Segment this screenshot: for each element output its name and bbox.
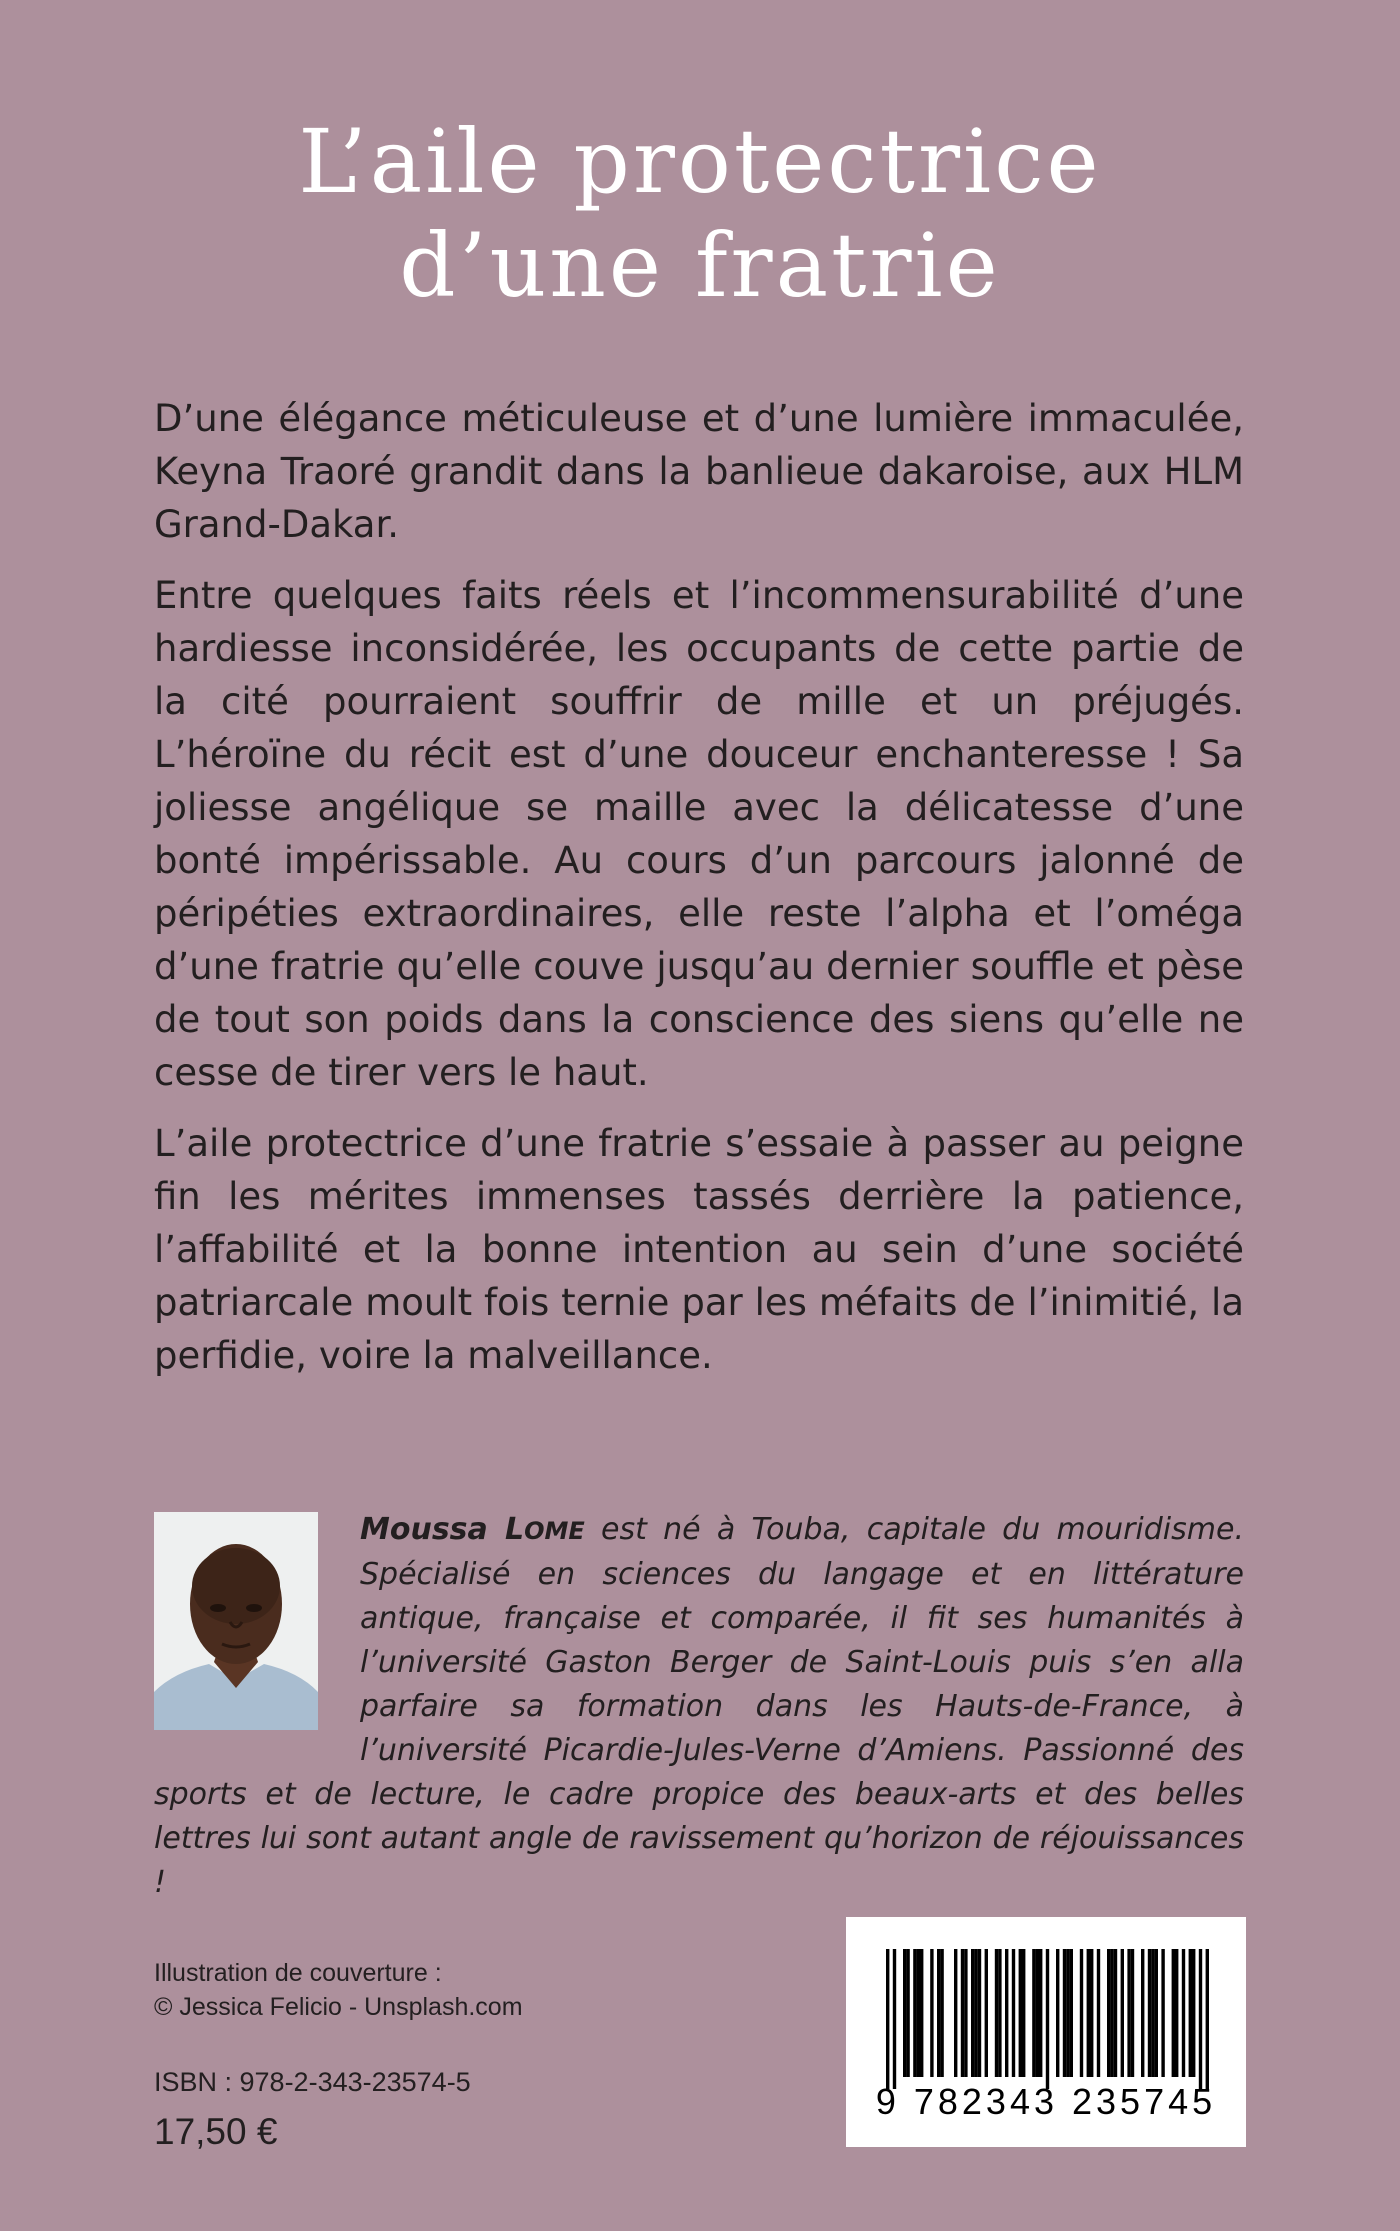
barcode-bar (917, 1949, 920, 2077)
barcode-bar (886, 1949, 889, 2089)
book-title (0, 110, 1400, 318)
barcode-bar (913, 1949, 916, 2077)
barcode-bar (1175, 1949, 1178, 2077)
barcode-bar (1080, 1949, 1083, 2077)
barcode-bar (1131, 1949, 1134, 2077)
barcode-bar (1148, 1949, 1151, 2077)
barcode-bar (1114, 1949, 1117, 2077)
blurb-paragraph-3: L’aile protectrice d’une fratrie s’essaie à passer au peigne fin les mérites immenses tassés derrière la patience, l’affabilité et la bonne intention au sein d’une société patriarcale moult fois ternie par les méfaits de l’inimitié, la perfidie, voire la malveillance. (154, 1122, 1244, 1377)
barcode-bar (964, 1949, 967, 2077)
barcode-bar (1199, 1949, 1202, 2089)
barcode-bar (971, 1949, 974, 2077)
book-title-line-2: d’une fratrie (399, 214, 1001, 317)
barcode-bar (995, 1949, 998, 2077)
barcode-bar (1172, 1949, 1175, 2077)
barcode-bar (1192, 1949, 1195, 2077)
barcode-bar (954, 1949, 957, 2077)
author-name (360, 1512, 585, 1547)
barcode-bar (1063, 1949, 1066, 2077)
barcode-digits: 9 782343 235745 (875, 2081, 1217, 2122)
cover-credit-value: © Jessica Felicio - Unsplash.com (154, 1993, 523, 2021)
barcode-bar (1056, 1949, 1059, 2077)
barcode-bar (1206, 1949, 1209, 2089)
barcode-bar (1022, 1949, 1025, 2077)
barcode-bar (1070, 1949, 1073, 2077)
barcode-bar (1090, 1949, 1093, 2077)
cover-credit-label: Illustration de couverture : (154, 1959, 442, 1987)
barcode-bar (1121, 1949, 1124, 2077)
author-bio (154, 1508, 1244, 1905)
author-last-name-rest: OME (524, 1517, 585, 1545)
barcode-bar (920, 1949, 923, 2077)
barcode-bar (1141, 1949, 1144, 2077)
barcode-bar (940, 1949, 943, 2077)
barcode-bar (1087, 1949, 1090, 2077)
author-portrait-illustration (154, 1512, 318, 1730)
blurb (154, 392, 1244, 1400)
barcode-bar (930, 1949, 933, 2077)
barcode-bar (906, 1949, 909, 2077)
barcode-bar (1151, 1949, 1154, 2077)
barcode-bar (1182, 1949, 1185, 2077)
barcode-bar (1036, 1949, 1039, 2077)
isbn: ISBN : 978-2-343-23574-5 (154, 2067, 471, 2097)
barcode-bar (1189, 1949, 1192, 2077)
barcode-bar (1012, 1949, 1015, 2077)
barcode-bar (1110, 1949, 1113, 2077)
author-first-name: Moussa (360, 1512, 488, 1547)
author-last-name-initial: L (504, 1512, 525, 1547)
barcode-bar (1155, 1949, 1158, 2077)
barcode-bar (985, 1949, 988, 2077)
barcode-bar (1005, 1949, 1008, 2077)
blurb-paragraph-1: D’une élégance méticuleuse et d’une lumière immaculée, Keyna Traoré grandit dans la banlieue dakaroise, aux HLM Grand-Dakar. (154, 397, 1244, 546)
barcode-bar (1039, 1949, 1042, 2077)
barcode-bar (1127, 1949, 1130, 2077)
barcode-bar (1097, 1949, 1100, 2077)
barcode-bar (1046, 1949, 1049, 2089)
barcode-bar (978, 1949, 981, 2077)
author-photo (154, 1512, 318, 1730)
blurb-paragraph-2: Entre quelques faits réels et l’incommensurabilité d’une hardiesse inconsidérée, les occupants de cette partie de la cité pourraient souffrir de mille et un préjugés. L’héroïne du récit est d’une douceur enchanteresse ! Sa joliesse angélique se maille avec la délicatesse d’une bonté impérissable. Au cours d’un parcours jalonné de péripéties extraordinaires, elle reste l’alpha et l’oméga d’une fratrie qu’elle couve jusqu’au dernier souffle et pèse de tout son poids dans la conscience des siens qu’elle ne cesse de tirer vers le haut. (154, 574, 1244, 1094)
barcode-bar (1066, 1949, 1069, 2077)
barcode-bar (1161, 1949, 1164, 2077)
barcode (846, 1917, 1246, 2147)
barcode-bar (998, 1949, 1001, 2077)
cover-credit (154, 1956, 523, 2024)
book-title-line-1: L’aile protectrice (298, 110, 1102, 213)
barcode-bar (893, 1949, 896, 2089)
author-bio-text: est né à Touba, capitale du mouridisme. Spécialisé en sciences du langage et en littérature antique, française et comparée, il fit ses humanités à l’université Gaston Berger de Saint-Louis puis s’en alla parfaire sa formation dans les Hauts-de-France, à l’université Picardie-Jules-Verne d’Amiens. Passionné des sports et de lecture, le cadre propice des beaux-arts et des belles lettres lui sont autant angle de ravissement qu’horizon de réjouissances ! (154, 1512, 1244, 1900)
price: 17,50 € (154, 2111, 278, 2152)
barcode-bar (937, 1949, 940, 2077)
barcode-bar (903, 1949, 906, 2077)
barcode-bar (1019, 1949, 1022, 2077)
barcode-bar (974, 1949, 977, 2077)
barcode-bar (961, 1949, 964, 2077)
barcode-bar (1032, 1949, 1035, 2077)
barcode-bar (1107, 1949, 1110, 2077)
